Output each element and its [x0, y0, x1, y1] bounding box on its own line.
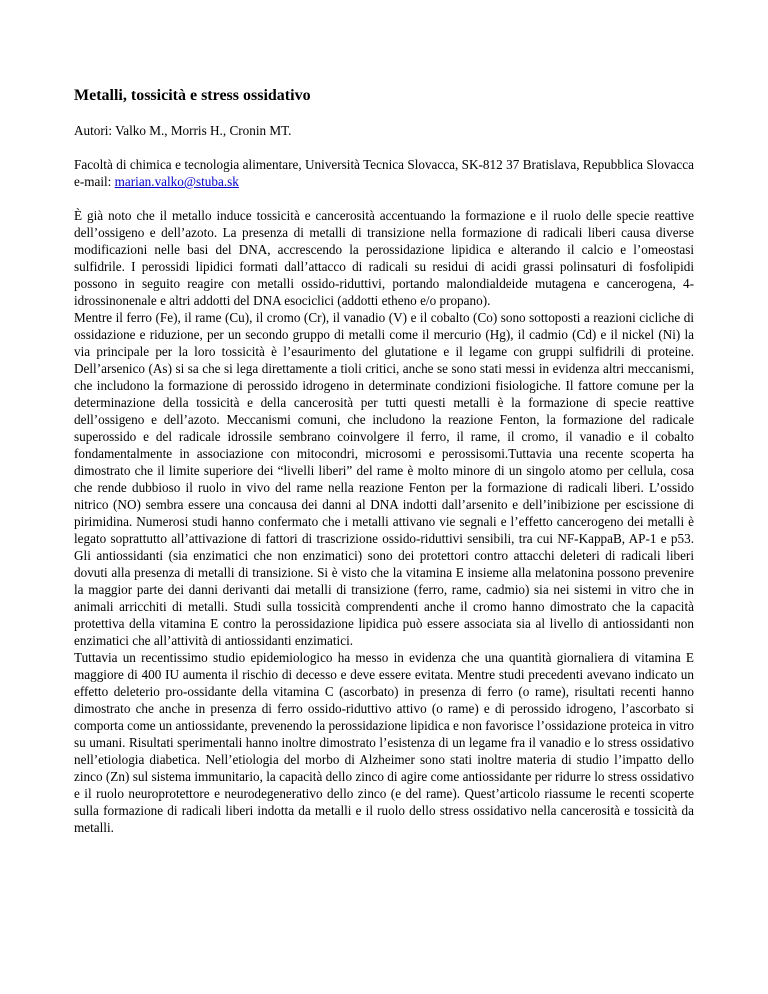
email-link[interactable]: marian.valko@stuba.sk — [114, 174, 239, 189]
abstract-paragraph-1: È già noto che il metallo induce tossicità e cancerosità accentuando la formazione e il ruolo delle specie reattive dell’ossigeno e dell’azoto. La presenza di metalli di transizione nella formazione di radicali liberi causa diverse modificazioni nelle basi del DNA, accrescendo la perossidazione lipidica e alterando il calcio e l’omeostasi sulfidrile. I perossidi lipidici formati dall’attacco di radicali su residui di acidi grassi polinsaturi di fosfolipidi possono in seguito reagire con metalli ossido-riduttivi, portando malondialdeide mutagena e cancerogena, 4-idrossinonenale e altri addotti del DNA esociclici (addotti etheno e/o propano). — [74, 208, 694, 308]
abstract-paragraph-3: Tuttavia un recentissimo studio epidemiologico ha messo in evidenza che una quantità giornaliera di vitamina E maggiore di 400 IU aumenta il rischio di decesso e deve essere evitata. Mentre studi precedenti avevano indicato un effetto deleterio pro-ossidante della vitamina C (ascorbato) in presenza di ferro (o rame), risultati recenti hanno dimostrato che anche in presenza di ferro ossido-riduttivo attivo (o rame) e di perossido idrogeno, l’ascorbato si comporta come un antiossidante, prevenendo la perossidazione lipidica e non favorisce l’ossidazione proteica in vitro su umani. Risultati sperimentali hanno inoltre dimostrato l’esistenza di un legame fra il vanadio e lo stress ossidativo nell’etiologia diabetica. Nell’etiologia del morbo di Alzheimer sono stati inoltre materia di studio l’impatto dello zinco (Zn) sul sistema immunitario, la capacità dello zinco di agire come antiossidante per ridurre lo stress ossidativo e il ruolo neuroprotettore e neurodegenerativo dello zinco (e del rame). Quest’articolo riassume le recenti scoperte sulla formazione di radicali liberi indotta da metalli e il ruolo dello stress ossidativo nella cancerosità e tossicità da metalli. — [74, 650, 694, 835]
document-authors: Autori: Valko M., Morris H., Cronin MT. — [74, 123, 292, 138]
document-affiliation — [74, 156, 694, 190]
document-title: Metalli, tossicità e stress ossidativo — [74, 87, 311, 104]
abstract-paragraph-2: Mentre il ferro (Fe), il rame (Cu), il cromo (Cr), il vanadio (V) e il cobalto (Co) sono sottoposti a reazioni cicliche di ossidazione e riduzione, per un secondo gruppo di metalli come il mercurio (Hg), il cadmio (Cd) e il nickel (Ni) la via principale per la loro tossicità è l’esaurimento del glutatione e il legame con gruppi sulfidrili di proteine. Dell’arsenico (As) si sa che si lega direttamente a tioli critici, anche se sono stati messi in evidenza altri meccanismi, che includono la formazione di perossido idrogeno in determinate condizioni fisiologiche. Il fattore comune per la determinazione della tossicità e della cancerosità per tutti questi metalli è la formazione di specie reattive dell’ossigeno e dell’azoto. Meccanismi comuni, che includono la reazione Fenton, la formazione del radicale superossido e del radicale idrossile sembrano coinvolgere il ferro, il rame, il cromo, il vanadio e il cobalto fondamentalmente in associazione con mitocondri, microsomi e perossisomi.Tuttavia una recente scoperta ha dimostrato che il limite superiore dei “livelli liberi” del rame è molto minore di un singolo atomo per cellula, cosa che rende dubbioso il ruolo in vivo del rame nella reazione Fenton per la formazione di radicali liberi. L’ossido nitrico (NO) sembra essere una concausa dei danni al DNA indotti dall’arsenito e dell’inibizione per escissione di pirimidina. Numerosi studi hanno confermato che i metalli attivano vie segnali e l’effetto cancerogeno dei metalli è legato soprattutto all’attivazione di fattori di trascrizione ossido-riduttivi sensibili, tra cui NF-KappaB, AP-1 e p53. Gli antiossidanti (sia enzimatici che non enzimatici) sono dei protettori contro attacchi deleteri di radicali liberi dovuti alla presenza di metalli di transizione. Si è visto che la vitamina E insieme alla melatonina possono prevenire la maggior parte dei danni derivanti dai metalli di transizione (ferro, rame, cadmio) sia nei sistemi in vitro che in animali arricchiti di metalli. Studi sulla tossicità comprendenti anche il cromo hanno dimostrato che la capacità protettiva della vitamina E contro la perossidazione lipidica può essere associata sia al livello di antiossidanti non enzimatici che all’attività di antiossidanti enzimatici. — [74, 310, 694, 648]
document-page — [74, 86, 694, 836]
affiliation-text: Facoltà di chimica e tecnologia alimentare, Università Tecnica Slovacca, SK-812 37 Bratislava, Repubblica Slovacca e-mail: — [74, 157, 694, 189]
